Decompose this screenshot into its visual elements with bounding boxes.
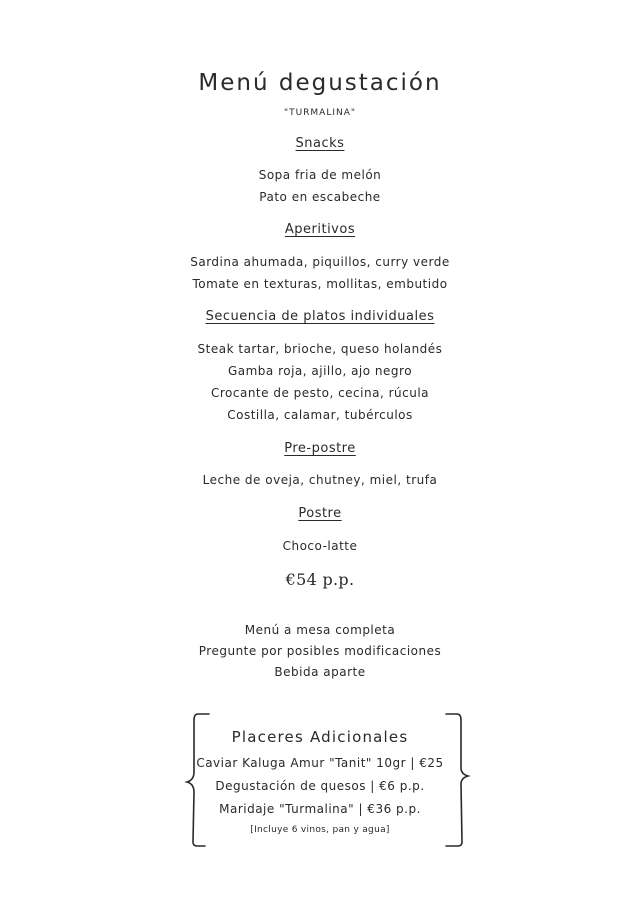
section-heading-secuencia: Secuencia de platos individuales	[205, 309, 435, 324]
menu-title: Menú degustación	[198, 70, 442, 96]
menu-subtitle: "TURMALINA"	[283, 108, 357, 118]
extras-note: [Incluye 6 vinos, pan y agua]	[250, 825, 390, 835]
section-heading-pre-postre: Pre-postre	[284, 441, 356, 456]
section-heading-snacks: Snacks	[295, 136, 345, 151]
menu-item: Sopa fria de melón	[258, 168, 382, 182]
menu-item: Sardina ahumada, piquillos, curry verde	[190, 255, 450, 269]
extras-item: Caviar Kaluga Amur "Tanit" 10gr | €25	[196, 756, 444, 770]
menu-item: Choco-latte	[282, 539, 358, 553]
menu-item: Costilla, calamar, tubérculos	[227, 408, 413, 422]
extras-title: Placeres Adicionales	[231, 728, 409, 746]
menu-note: Menú a mesa completa	[244, 623, 396, 637]
section-heading-postre: Postre	[298, 506, 342, 521]
extras-item: Degustación de quesos | €6 p.p.	[215, 779, 425, 793]
menu-item: Steak tartar, brioche, queso holandés	[197, 342, 443, 356]
menu-item: Tomate en texturas, mollitas, embutido	[192, 277, 448, 291]
menu-note: Pregunte por posibles modificaciones	[198, 644, 442, 658]
menu-item: Crocante de pesto, cecina, rúcula	[210, 386, 430, 400]
menu-item: Gamba roja, ajillo, ajo negro	[227, 364, 413, 378]
menu-note: Bebida aparte	[274, 665, 366, 679]
section-heading-aperitivos: Aperitivos	[284, 222, 356, 237]
menu-item: Pato en escabeche	[259, 190, 381, 204]
menu-item: Leche de oveja, chutney, miel, trufa	[202, 473, 438, 487]
extras-item: Maridaje "Turmalina" | €36 p.p.	[219, 802, 421, 816]
menu-price: €54 p.p.	[285, 570, 355, 589]
